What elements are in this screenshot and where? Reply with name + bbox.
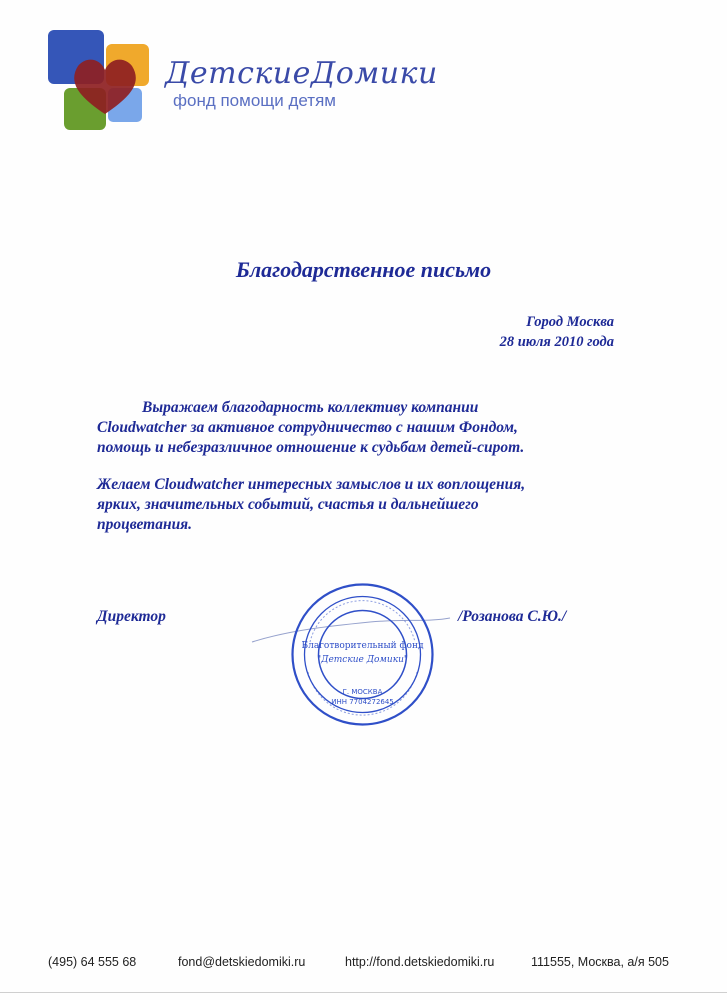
paragraph-line: помощь и небезразличное отношение к судьбам детей-сирот. — [97, 439, 525, 456]
stamp-center-line2: "Детские Домики" — [316, 655, 409, 665]
paragraph-gratitude — [97, 398, 587, 458]
brand-block — [165, 56, 438, 111]
director-label: Директор — [97, 608, 166, 625]
stamp-city: Г. МОСКВА — [342, 688, 383, 696]
footer-address: 111555, Москва, а/я 505 — [531, 955, 669, 969]
scan-edge-line — [0, 992, 727, 993]
signer-name: /Розанова С.Ю./ — [458, 608, 567, 625]
paragraph-line: Желаем Cloudwatcher интересных замыслов и их воплощения, — [97, 476, 526, 493]
paragraph-line: Cloudwatcher за активное сотрудничество с нашим Фондом, — [97, 419, 518, 436]
foundation-logo — [48, 30, 153, 130]
paragraph-line: Выражаем благодарность коллективу компании — [142, 399, 479, 416]
footer-email[interactable]: fond@detskiedomiki.ru — [178, 955, 306, 969]
place-date-block — [500, 312, 614, 352]
official-stamp — [290, 582, 435, 727]
stamp-center-line1: Благотворительный фонд — [301, 641, 424, 651]
letter-place: Город Москва — [526, 314, 614, 330]
brand-name: ДетскиеДомики — [165, 56, 438, 91]
letter-title: Благодарственное письмо — [235, 257, 492, 282]
letter-footer — [0, 955, 727, 975]
letter-date: 28 июля 2010 года — [499, 334, 614, 350]
paragraph-line: ярких, значительных событий, счастья и дальнейшего — [97, 496, 479, 513]
paragraph-wishes — [97, 475, 587, 535]
footer-website[interactable]: http://fond.detskiedomiki.ru — [345, 955, 495, 969]
brand-subtitle: фонд помощи детям — [173, 91, 336, 110]
footer-phone: (495) 64 555 68 — [48, 955, 137, 969]
paragraph-line: процветания. — [97, 516, 193, 533]
stamp-inn: ИНН 7704272645 — [331, 698, 394, 706]
